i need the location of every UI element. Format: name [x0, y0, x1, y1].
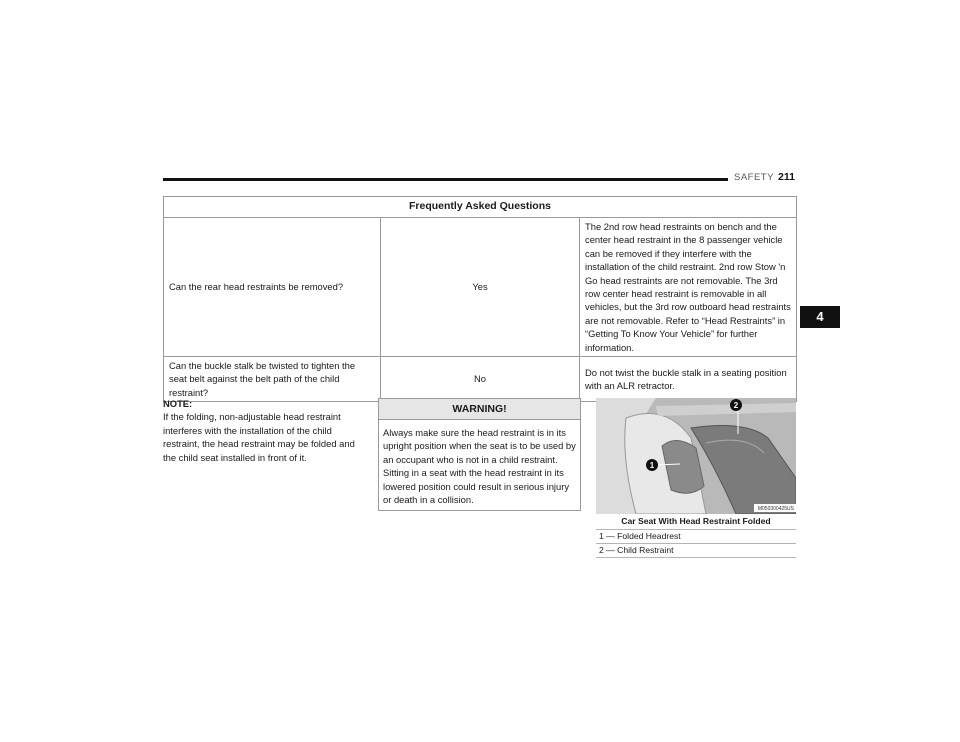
warning-text: Always make sure the head restraint is in its upright position when the seat is to be used by an occupant who is not in a child restraint. Sitting in a seat with the head restraint in its lowered position could result in serious injury or death in a collision.	[383, 427, 576, 506]
chapter-tab: 4	[800, 306, 840, 328]
warning-box	[378, 398, 581, 511]
section-title: SAFETY	[734, 172, 774, 183]
faq-table	[163, 196, 797, 402]
callout-2-label: 2	[733, 401, 739, 410]
header-rule	[163, 178, 728, 181]
table-row	[164, 357, 797, 402]
legend-item: 1 — Folded Headrest	[596, 529, 796, 544]
image-code: M050300425US	[757, 506, 794, 512]
callout-1-label: 1	[649, 461, 655, 470]
figure-legend	[596, 529, 796, 558]
faq-table-title: Frequently Asked Questions	[164, 197, 797, 218]
faq-question: Can the buckle stalk be twisted to tighten the seat belt against the belt path of the child restraint?	[164, 357, 381, 402]
faq-answer: No	[381, 357, 580, 402]
faq-question: Can the rear head restraints be removed?	[164, 218, 381, 357]
page-number: 211	[778, 171, 795, 183]
faq-details: Do not twist the buckle stalk in a seating position with an ALR retractor.	[580, 357, 797, 402]
figure-caption: Car Seat With Head Restraint Folded	[621, 516, 771, 526]
car-seat-illustration	[596, 398, 796, 514]
warning-title: WARNING!	[379, 399, 580, 420]
legend-item: 2 — Child Restraint	[596, 544, 796, 558]
faq-answer: Yes	[381, 218, 580, 357]
table-row	[164, 218, 797, 357]
faq-details: The 2nd row head restraints on bench and the center head restraint in the 8 passenger vehicle can be removed if they interfere with the installation of the child restraint. 2nd row Stow 'n Go head restraints are not removable. The 3rd row center head restraint is removable in all vehicles, but the 3rd row outboard head restraints are not removable. Refer to “Head Restraints” in “Getting To Know Your Vehicle” for further information.	[580, 218, 797, 357]
note-block	[163, 397, 368, 464]
note-label: NOTE:	[163, 398, 193, 409]
note-text: If the folding, non-adjustable head restraint interferes with the installation of the child restraint, the head restraint may be folded and the child seat installed in front of it.	[163, 411, 355, 463]
faq-title-row	[164, 197, 797, 218]
